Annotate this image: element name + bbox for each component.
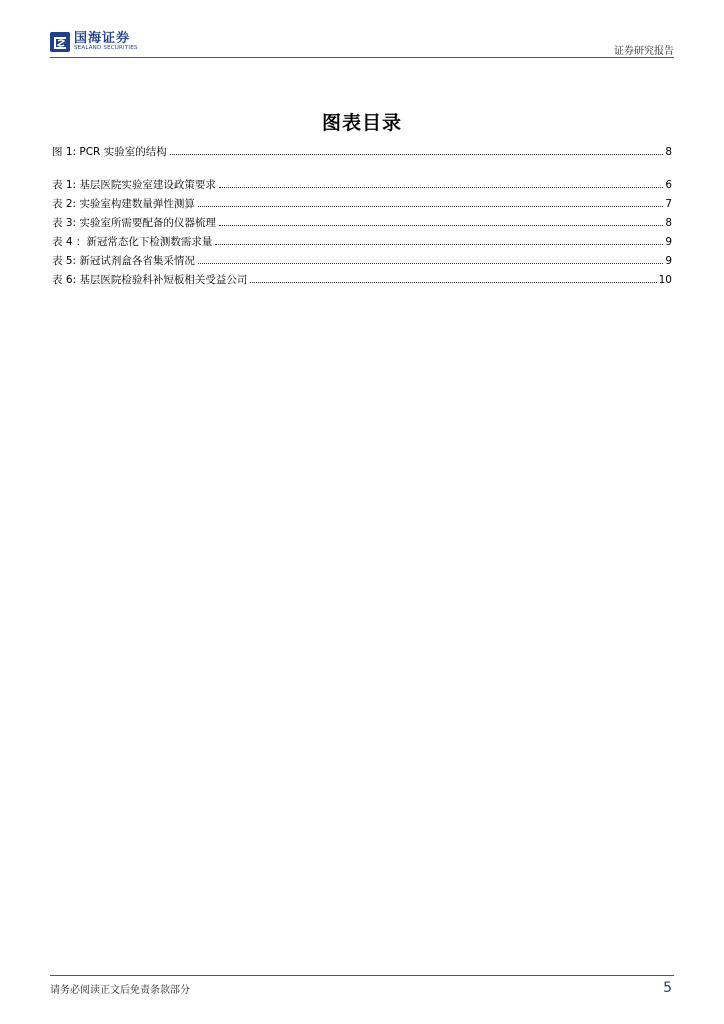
toc-leader-dots xyxy=(219,225,663,226)
toc-entry-page: 10 xyxy=(658,274,672,286)
toc-entry-label: 表 4 ：新冠常态化下检测数需求量 xyxy=(52,236,213,248)
toc-entry-page: 8 xyxy=(665,217,672,229)
toc-entry-table-6[interactable] xyxy=(52,272,672,291)
toc-entry-page: 9 xyxy=(665,255,672,267)
page-header xyxy=(50,30,674,58)
page-number: 5 xyxy=(663,980,672,996)
toc-entry-figure-1[interactable] xyxy=(52,144,672,163)
report-type-label: 证券研究报告 xyxy=(614,46,674,57)
company-logo xyxy=(50,30,138,54)
toc-entry-page: 8 xyxy=(665,146,672,158)
toc-entry-label: 表 5: 新冠试剂盒各省集采情况 xyxy=(52,255,195,267)
toc-entry-page: 7 xyxy=(665,198,672,210)
toc-entry-table-2[interactable] xyxy=(52,196,672,215)
header-divider xyxy=(50,57,674,58)
footer-divider xyxy=(50,975,674,976)
toc-leader-dots xyxy=(198,206,663,207)
toc-entry-table-1[interactable] xyxy=(52,177,672,196)
toc-title: 图表目录 xyxy=(321,112,402,134)
toc-entry-table-5[interactable] xyxy=(52,253,672,272)
toc-entry-page: 9 xyxy=(665,236,672,248)
toc-entry-label: 表 2: 实验室构建数量弹性测算 xyxy=(52,198,195,210)
toc-leader-dots xyxy=(198,263,663,264)
toc-leader-dots xyxy=(170,154,664,155)
toc-entry-table-3[interactable] xyxy=(52,215,672,234)
logo-english-name: SEALAND SECURITIES xyxy=(74,45,138,52)
logo-chinese-name: 国海证券 xyxy=(74,31,131,47)
toc-entry-label: 表 1: 基层医院实验室建设政策要求 xyxy=(52,179,216,191)
toc-leader-dots xyxy=(250,282,656,283)
toc-entry-label: 表 6: 基层医院检验科补短板相关受益公司 xyxy=(52,274,248,286)
toc-entry-label: 图 1: PCR 实验室的结构 xyxy=(52,146,167,158)
disclaimer-note: 请务必阅读正文后免责条款部分 xyxy=(50,985,190,996)
sealand-logo-icon xyxy=(50,32,70,52)
toc-entry-page: 6 xyxy=(665,179,672,191)
toc-entry-table-4[interactable] xyxy=(52,234,672,253)
toc-leader-dots xyxy=(219,187,663,188)
toc-entry-label: 表 3: 实验室所需要配备的仪器梳理 xyxy=(52,217,216,229)
toc-leader-dots xyxy=(215,244,663,245)
toc-list xyxy=(52,144,672,291)
